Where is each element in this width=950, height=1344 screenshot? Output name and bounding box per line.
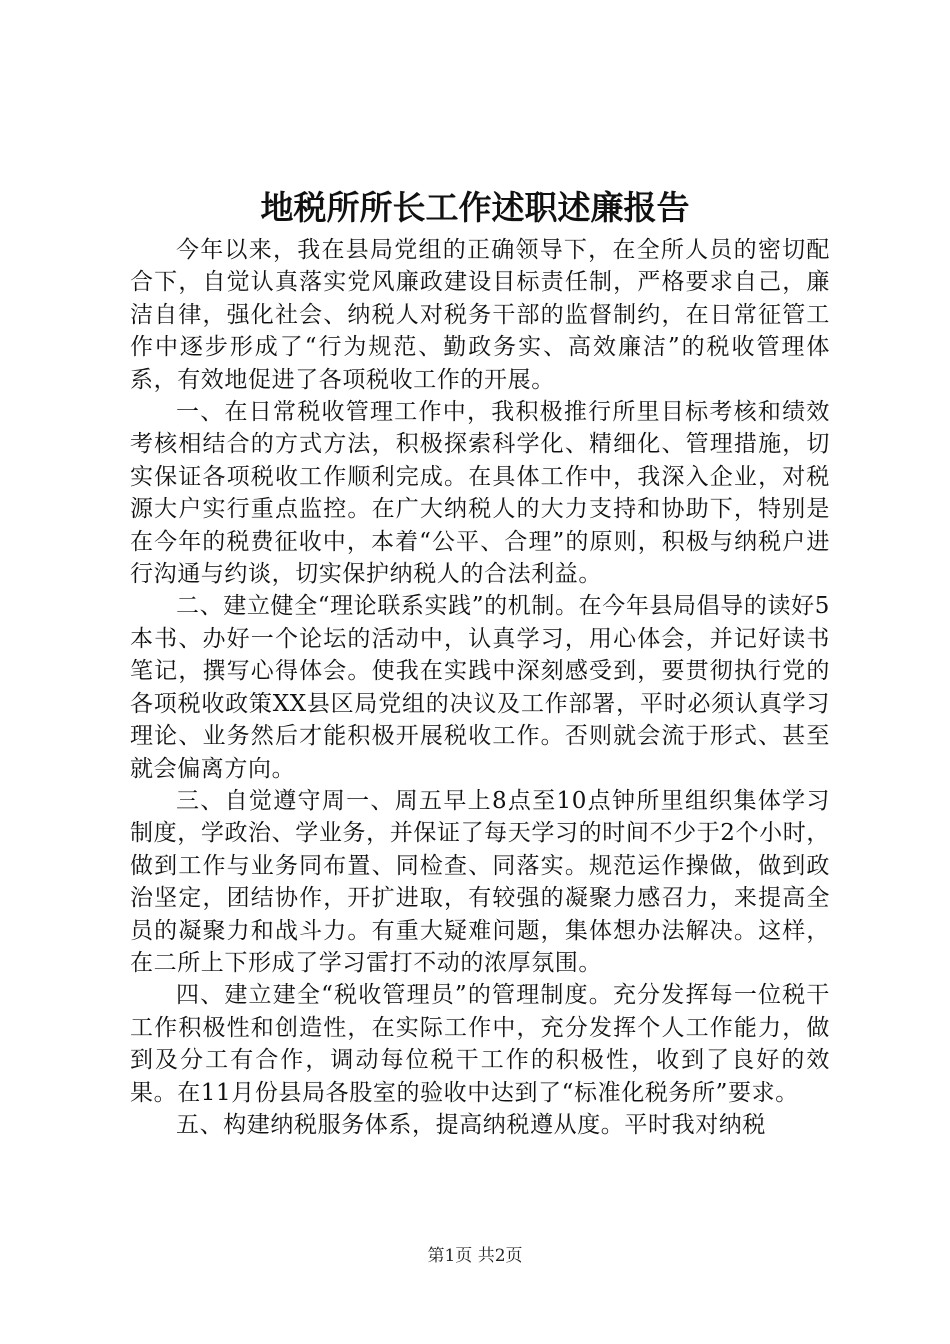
paragraph-section-3: 三、自觉遵守周一、周五早上8点至10点钟所里组织集体学习制度，学政治、学业务，并保证了每天学习的时间不少于2个小时，做到工作与业务同布置、同检查、同落实。规范运作操做，做到政治坚定，团结协作，开扩进取，有较强的凝聚力感召力，来提高全员的凝聚力和战斗力。有重大疑难问题，集体想办法解决。这样，在二所上下形成了学习雷打不动的浓厚氛围。: [130, 787, 830, 976]
paragraph-intro: 今年以来，我在县局党组的正确领导下，在全所人员的密切配合下，自觉认真落实党风廉政建设目标责任制，严格要求自己，廉洁自律，强化社会、纳税人对税务干部的监督制约，在日常征管工作中逐步形成了“行为规范、勤政务实、高效廉洁”的税收管理体系，有效地促进了各项税收工作的开展。: [130, 237, 830, 393]
paragraph-section-5: 五、构建纳税服务体系，提高纳税遵从度。平时我对纳税: [176, 1111, 766, 1138]
paragraph-section-4: 四、建立建全“税收管理员”的管理制度。充分发挥每一位税干工作积极性和创造性，在实际工作中，充分发挥个人工作能力，做到及分工有合作，调动每位税干工作的积极性，收到了良好的效果。在11月份县局各股室的验收中达到了“标准化税务所”要求。: [130, 982, 830, 1106]
paragraph-section-1: 一、在日常税收管理工作中，我积极推行所里目标考核和绩效考核相结合的方式方法，积极探索科学化、精细化、管理措施，切实保证各项税收工作顺利完成。在具体工作中，我深入企业，对税源大户实行重点监控。在广大纳税人的大力支持和协助下，特别是在今年的税费征收中，本着“公平、合理”的原则，积极与纳税户进行沟通与约谈，切实保护纳税人的合法利益。: [130, 399, 830, 588]
document-body: [130, 234, 830, 1141]
document-title: 地税所所长工作述职述廉报告: [260, 188, 690, 227]
page-footer: 第1页 共2页: [427, 1246, 523, 1266]
paragraph-section-2: 二、建立健全“理论联系实践”的机制。在今年县局倡导的读好5本书、办好一个论坛的活动中，认真学习，用心体会，并记好读书笔记，撰写心得体会。使我在实践中深刻感受到，要贯彻执行党的各项税收政策XX县区局党组的决议及工作部署，平时必须认真学习理论、业务然后才能积极开展税收工作。否则就会流于形式、甚至就会偏离方向。: [130, 593, 830, 782]
